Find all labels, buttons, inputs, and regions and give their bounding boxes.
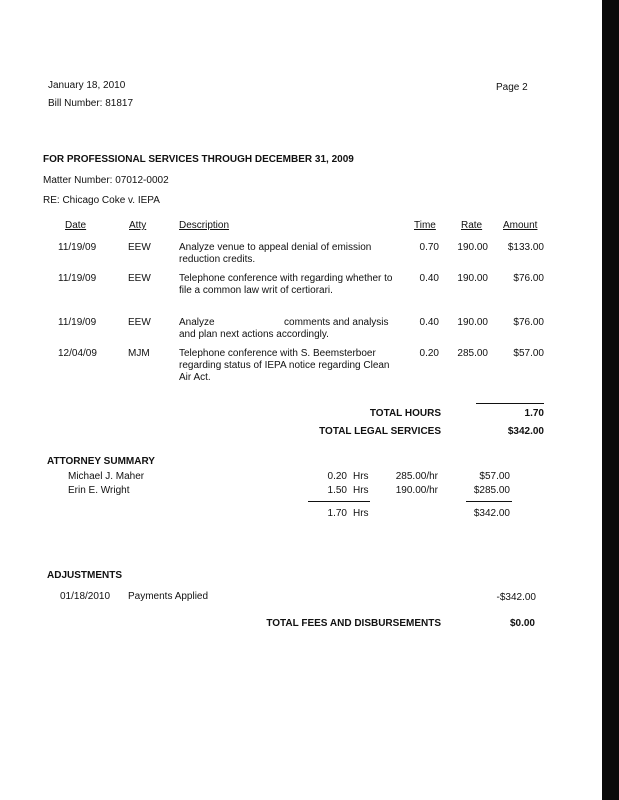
adjustment-amount: -$342.00 (496, 592, 536, 603)
summary-hours: 1.50 (327, 485, 347, 496)
summary-unit: Hrs (353, 471, 369, 482)
adjustments-heading: ADJUSTMENTS (47, 570, 123, 581)
entry-amount: $57.00 (513, 348, 544, 359)
entry-time: 0.40 (419, 273, 439, 284)
summary-total-hours: 1.70 (327, 508, 347, 519)
entry-date: 11/19/09 (58, 317, 97, 328)
summary-attorney-name: Michael J. Maher (68, 471, 145, 482)
summary-hours-divider (308, 501, 370, 502)
entry-time: 0.20 (419, 348, 439, 359)
summary-total-unit: Hrs (353, 508, 369, 519)
scan-edge-bar (602, 0, 619, 800)
total-fees-label: TOTAL FEES AND DISBURSEMENTS (266, 618, 441, 629)
entry-rate: 190.00 (457, 317, 488, 328)
entry-rate: 190.00 (457, 242, 488, 253)
col-description: Description (179, 220, 230, 231)
attorney-summary-heading: ATTORNEY SUMMARY (47, 456, 155, 467)
entry-rate: 285.00 (457, 348, 488, 359)
summary-amount: $285.00 (473, 485, 510, 496)
summary-total-amount: $342.00 (473, 508, 510, 519)
col-amount: Amount (503, 220, 538, 231)
entry-description: Analyze comments and analysis and plan next actions accordingly. (179, 317, 392, 340)
totals-divider (476, 403, 544, 404)
adjustment-date: 01/18/2010 (60, 591, 111, 602)
col-time: Time (414, 220, 436, 231)
entry-date: 12/04/09 (58, 348, 97, 359)
col-atty: Atty (129, 220, 147, 231)
total-hours-value: 1.70 (524, 408, 544, 419)
entry-amount: $76.00 (513, 273, 544, 284)
matter-number: Matter Number: 07012-0002 (43, 175, 169, 186)
entry-description: Telephone conference with regarding whether to file a common law writ of certiorari. (179, 273, 393, 296)
total-hours-label: TOTAL HOURS (369, 408, 441, 419)
entry-description: Analyze venue to appeal denial of emission reduction credits. (179, 242, 372, 265)
entry-atty: MJM (128, 348, 150, 359)
matter-re: RE: Chicago Coke v. IEPA (43, 195, 160, 206)
invoice-date: January 18, 2010 (48, 80, 126, 91)
col-date: Date (65, 220, 87, 231)
entry-date: 11/19/09 (58, 273, 97, 284)
entry-date: 11/19/09 (58, 242, 97, 253)
summary-rate: 190.00/hr (395, 485, 438, 496)
entry-amount: $133.00 (507, 242, 544, 253)
entry-atty: EEW (128, 242, 151, 253)
summary-attorney-name: Erin E. Wright (68, 485, 130, 496)
total-legal-label: TOTAL LEGAL SERVICES (319, 426, 441, 437)
bill-number: Bill Number: 81817 (48, 98, 134, 109)
entry-description: Telephone conference with S. Beemsterboer regarding status of IEPA notice regarding Clean Air Act. (179, 348, 390, 383)
summary-rate: 285.00/hr (395, 471, 438, 482)
summary-amount: $57.00 (479, 471, 510, 482)
entry-time: 0.40 (419, 317, 439, 328)
adjustment-label: Payments Applied (128, 591, 209, 602)
entry-atty: EEW (128, 273, 151, 284)
entry-time: 0.70 (419, 242, 439, 253)
summary-hours: 0.20 (327, 471, 347, 482)
summary-amount-divider (466, 501, 512, 502)
entry-atty: EEW (128, 317, 151, 328)
entry-rate: 190.00 (457, 273, 488, 284)
col-rate: Rate (461, 220, 483, 231)
total-fees-value: $0.00 (509, 618, 535, 629)
page-number: Page 2 (496, 82, 528, 93)
summary-unit: Hrs (353, 485, 369, 496)
entry-amount: $76.00 (513, 317, 544, 328)
total-legal-value: $342.00 (507, 426, 544, 437)
services-heading: FOR PROFESSIONAL SERVICES THROUGH DECEMBER 31, 2009 (43, 154, 354, 165)
